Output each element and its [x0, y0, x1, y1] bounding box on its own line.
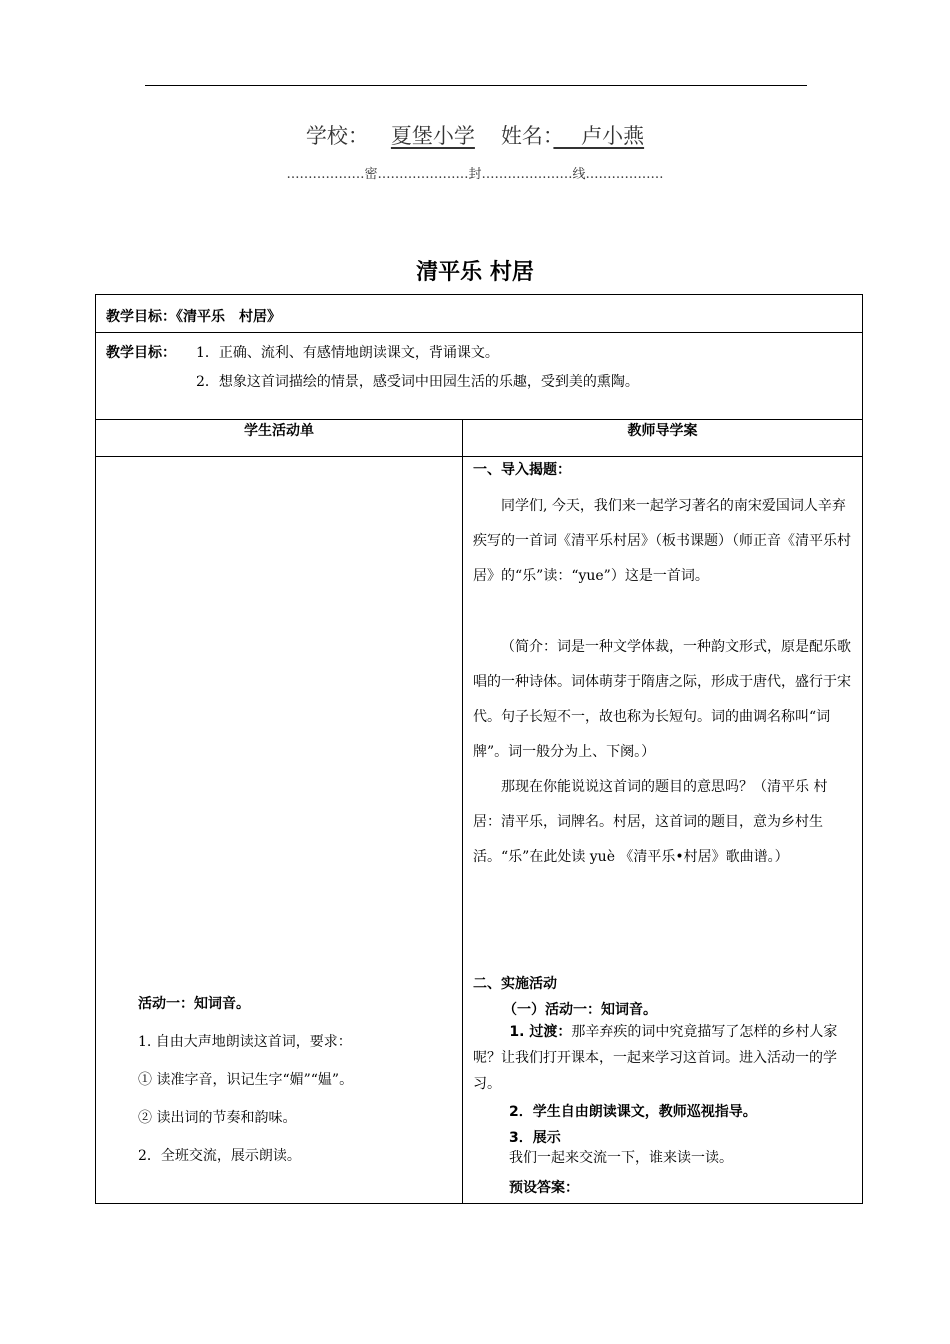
activity-1-subtitle: （一）活动一：知词音。 [503, 1002, 657, 1018]
transition-text: 那辛弃疾的词中究竟描写了怎样的乡村人家呢？让我们打开课本，一起来学习这首词。进入活动一的学习。 [473, 1024, 838, 1092]
seal-line: ………………密…………………封…………………线……………… [286, 167, 664, 182]
step-2: 2．学生自由朗读课文，教师巡视指导。 [509, 1104, 757, 1120]
school-name-line [0, 120, 950, 150]
goal-row-2 [96, 333, 863, 420]
step-3-text: 我们一起来交流一下，谁来读一读。 [509, 1150, 733, 1166]
name-label: 姓名： [500, 124, 554, 148]
teacher-guide-header: 教师导学案 [463, 420, 863, 457]
content-row [96, 457, 863, 1204]
document-title: 清平乐 村居 [416, 260, 534, 285]
title-meaning-paragraph: 那现在你能说说这首词的题目的意思吗？（清平乐 村居：清平乐，词牌名。村居，这首词的题目，意为乡村生活。“乐”在此处读 yuè 《清平乐•村居》歌曲谱。） [473, 779, 828, 865]
student-activity-column [96, 457, 462, 1203]
intro-paragraph: 同学们, 今天，我们来一起学习著名的南宋爱国词人辛弃疾写的一首词《清平乐村居》（板书课题）（师正音《清平乐村居》的“乐”读：“yue”）这是一首词。 [473, 498, 851, 584]
teaching-goal-title: 教学目标：《清平乐 村居》 [106, 309, 281, 325]
school-label: 学校： [305, 124, 369, 148]
school-name: 夏堡小学 [390, 124, 475, 148]
preset-answer-label: 预设答案： [509, 1180, 579, 1196]
activity-line-3: ② 读出词的节奏和韵味。 [138, 1110, 297, 1126]
section-1-title: 一、导入揭题： [473, 462, 571, 478]
name-value: 卢小燕 [553, 124, 645, 148]
teaching-goal-item-2: 2．想象这首词描绘的情景，感受词中田园生活的乐趣，受到美的熏陶。 [196, 374, 639, 390]
activity-line-2: ① 读准字音，识记生字“媚”“媪”。 [138, 1072, 354, 1088]
teaching-goal-label: 教学目标： [106, 345, 176, 361]
student-activity-header: 学生活动单 [96, 420, 463, 457]
section-2-title: 二、实施活动 [473, 976, 557, 992]
teaching-goal-item-1: 1．正确、流利、有感情地朗读课文，背诵课文。 [196, 345, 499, 361]
top-rule [145, 85, 807, 86]
activity-title: 活动一：知词音。 [138, 996, 250, 1012]
transition-label: 1. 过渡： [509, 1024, 572, 1040]
lesson-plan-table [95, 294, 863, 1204]
step-3: 3．展示 [509, 1130, 561, 1146]
intro-note-paragraph: （简介：词是一种文学体裁，一种韵文形式，原是配乐歌唱的一种诗体。词体萌芽于隋唐之际，形成于唐代，盛行于宋代。句子长短不一，故也称为长短句。词的曲调名称叫“词牌”。词一般分为上、下阕。） [473, 639, 851, 760]
teacher-guide-column [463, 457, 862, 1203]
transition-paragraph [473, 1019, 853, 1097]
activity-line-4: 2．全班交流，展示朗读。 [138, 1148, 301, 1164]
column-header-row [96, 420, 863, 457]
goal-row-1 [96, 295, 863, 333]
activity-line-1: 1. 自由大声地朗读这首词，要求： [138, 1034, 352, 1050]
